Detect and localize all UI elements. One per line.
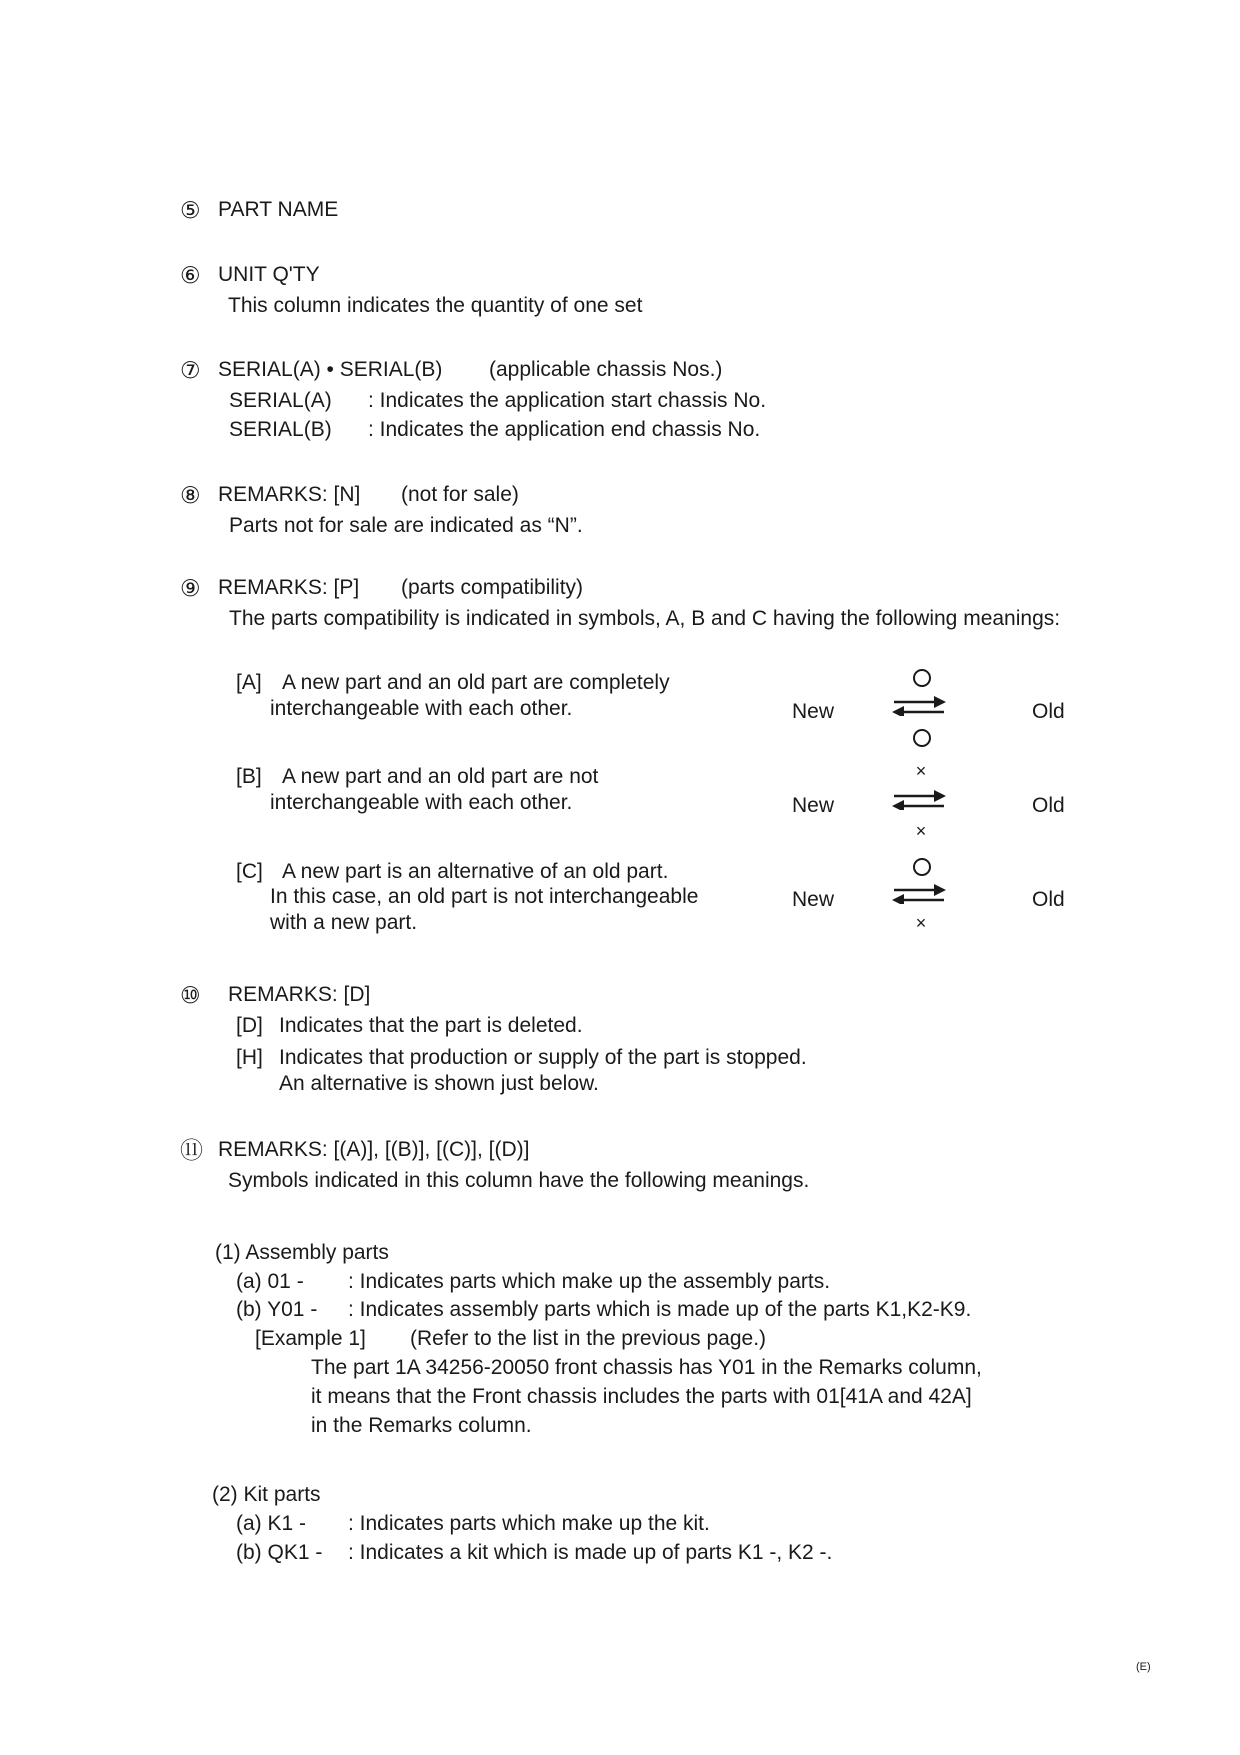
compat-b-bottom-cross-icon: × (915, 821, 927, 841)
section-5-number: ⑤ (180, 197, 201, 223)
remarks-d-code: [D] (236, 1014, 263, 1037)
section-7-note: (applicable chassis Nos.) (489, 358, 723, 381)
section-8-number: ⑧ (180, 482, 201, 508)
section-9-number: ⑨ (180, 575, 201, 601)
section-9-note: (parts compatibility) (401, 576, 584, 599)
compat-c-cross-icon: × (915, 913, 927, 933)
example-line-1: The part 1A 34256-20050 front chassis has Y01 in the Remarks column, (311, 1356, 982, 1379)
remarks-d-text: Indicates that the part is deleted. (279, 1014, 583, 1037)
compat-a-bottom-circle-icon (913, 729, 931, 747)
compat-a-top-circle-icon (913, 669, 931, 687)
compat-a-line1: A new part and an old part are completely (282, 671, 670, 694)
section-6-description: This column indicates the quantity of one set (228, 294, 643, 317)
compat-b-top-cross-icon: × (915, 761, 927, 781)
section-8-description: Parts not for sale are indicated as “N”. (229, 514, 583, 537)
assembly-parts-heading: (1) Assembly parts (215, 1241, 389, 1264)
compat-c-code: [C] (236, 860, 263, 883)
example-label: [Example 1] (255, 1327, 366, 1350)
compat-b-double-arrow-icon (890, 788, 950, 810)
section-5-title: PART NAME (218, 198, 339, 221)
compat-c-line2: In this case, an old part is not interchangeable (270, 885, 699, 908)
serial-b-label: SERIAL(B) (229, 418, 332, 441)
assembly-a-text: : Indicates parts which make up the assembly parts. (348, 1270, 831, 1293)
page-footer-mark: (E) (1136, 1661, 1151, 1673)
kit-b-text: : Indicates a kit which is made up of parts K1 -, K2 -. (348, 1541, 833, 1564)
remarks-h-text: Indicates that production or supply of the part is stopped. (279, 1046, 807, 1069)
compat-b-new: New (792, 794, 835, 817)
compat-a-new: New (792, 700, 835, 723)
kit-parts-heading: (2) Kit parts (212, 1483, 321, 1506)
compat-a-code: [A] (236, 671, 262, 694)
example-line-3: in the Remarks column. (311, 1414, 532, 1437)
kit-b-label: (b) QK1 - (236, 1541, 323, 1564)
compat-c-old: Old (1032, 888, 1065, 911)
section-7-title: SERIAL(A) • SERIAL(B) (218, 358, 443, 381)
example-line-2: it means that the Front chassis includes the parts with 01[41A and 42A] (311, 1385, 972, 1408)
section-10-number: ⑩ (180, 982, 201, 1008)
kit-a-label: (a) K1 - (236, 1512, 307, 1535)
serial-a-text: : Indicates the application start chassis No. (368, 389, 767, 412)
compat-c-double-arrow-icon (890, 882, 950, 904)
compat-c-new: New (792, 888, 835, 911)
serial-b-text: : Indicates the application end chassis No. (368, 418, 761, 441)
section-9-description: The parts compatibility is indicated in symbols, A, B and C having the following meanings: (229, 607, 1061, 630)
compat-b-line1: A new part and an old part are not (282, 765, 599, 788)
section-11-description: Symbols indicated in this column have the following meanings. (228, 1169, 810, 1192)
section-10-title: REMARKS: [D] (228, 983, 371, 1006)
compat-c-top-circle-icon (913, 858, 931, 876)
section-11-number: ⑪ (180, 1137, 203, 1163)
section-8-note: (not for sale) (401, 483, 519, 506)
section-11-title: REMARKS: [(A)], [(B)], [(C)], [(D)] (218, 1138, 530, 1161)
serial-a-label: SERIAL(A) (229, 389, 332, 412)
section-9-title: REMARKS: [P] (218, 576, 360, 599)
remarks-h-extra: An alternative is shown just below. (279, 1072, 599, 1095)
section-6-title: UNIT Q'TY (218, 263, 320, 286)
remarks-h-code: [H] (236, 1046, 263, 1069)
compat-c-line3: with a new part. (270, 911, 418, 934)
assembly-b-label: (b) Y01 - (236, 1298, 318, 1321)
section-7-number: ⑦ (180, 357, 201, 383)
kit-a-text: : Indicates parts which make up the kit. (348, 1512, 710, 1535)
example-note: (Refer to the list in the previous page.) (410, 1327, 767, 1350)
assembly-b-text: : Indicates assembly parts which is made up of the parts K1,K2-K9. (348, 1298, 972, 1321)
assembly-a-label: (a) 01 - (236, 1270, 304, 1293)
section-6-number: ⑥ (180, 262, 201, 288)
compat-c-line1: A new part is an alternative of an old part. (282, 860, 669, 883)
compat-b-old: Old (1032, 794, 1065, 817)
section-8-title: REMARKS: [N] (218, 483, 361, 506)
compat-a-old: Old (1032, 700, 1065, 723)
compat-b-code: [B] (236, 765, 262, 788)
compat-a-line2: interchangeable with each other. (270, 697, 573, 720)
compat-b-line2: interchangeable with each other. (270, 791, 573, 814)
compat-a-double-arrow-icon (890, 694, 950, 716)
